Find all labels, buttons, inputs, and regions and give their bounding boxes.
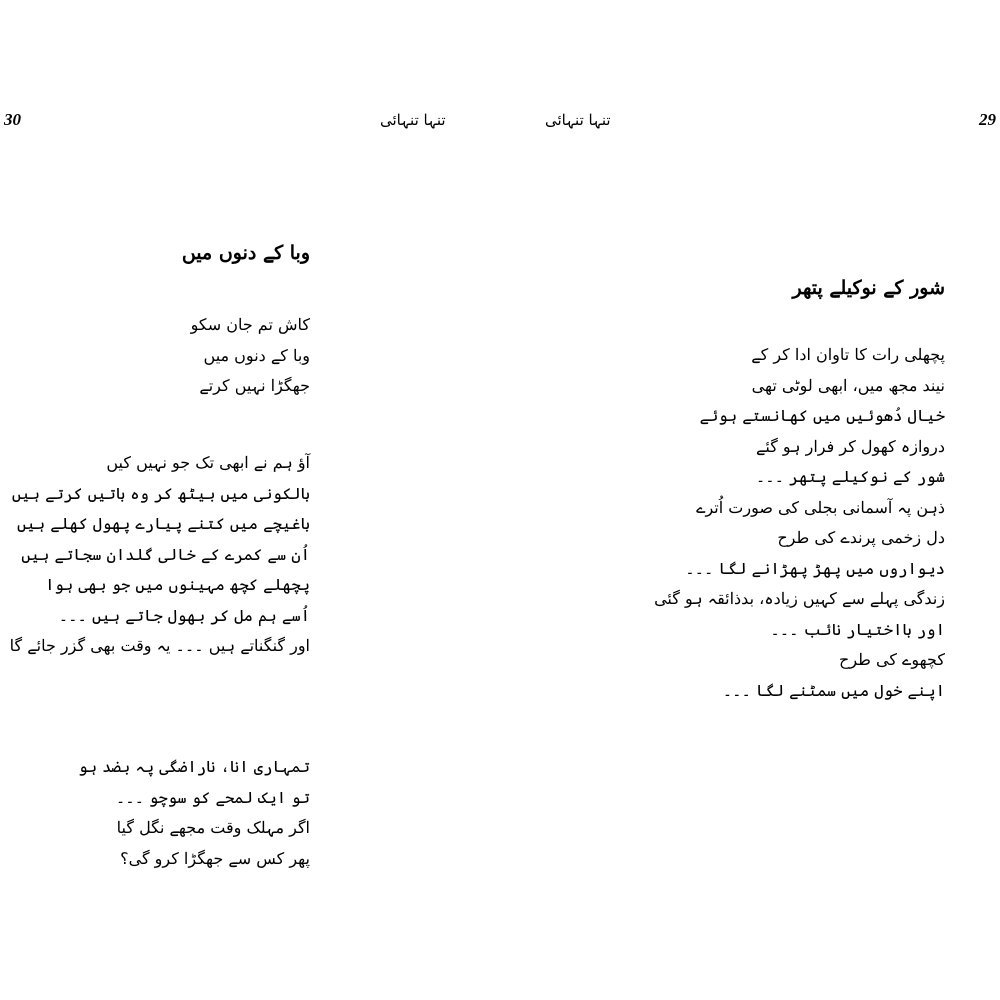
poem-line: آؤ ہم نے ابھی تک جو نہیں کیں — [106, 453, 310, 472]
stanza — [191, 310, 310, 402]
poem-line: اور گنگناتے ہیں ۔۔۔ یہ وقت بھی گزر جائے گا — [9, 636, 310, 655]
page-number: 30 — [4, 110, 21, 129]
poem-line: کاش تم جان سکو — [190, 315, 310, 334]
stanza — [78, 752, 310, 874]
poem-line: پچھلی رات کا تاوان ادا کر کے — [751, 345, 945, 364]
poem-line: نیند مجھ میں، ابھی لوٹی تھی — [751, 375, 945, 395]
poem-title: شور کے نوکیلے پتھر — [792, 277, 945, 299]
poem-line: وبا کے دنوں میں — [203, 345, 310, 365]
poem-line: دیواروں میں پھڑ پھڑانے لگا ۔۔۔ — [685, 558, 945, 578]
poem-line: خیال دُھوئیں میں کھانستے ہوئے — [699, 406, 945, 425]
poem-line: اُسے ہم مل کر بھول جاتے ہیں ۔۔۔ — [58, 605, 310, 625]
poem-line: زندگی پہلے سے کہیں زیادہ، بدذائقہ ہو گئی — [654, 589, 945, 608]
poem-line: دروازہ کھول کر فرار ہو گئے — [756, 436, 945, 456]
poem-line: تمہاری انا، ناراضگی پہ بضد ہو — [78, 757, 310, 776]
poem-title: وبا کے دنوں میں — [181, 242, 310, 264]
running-title: تنہا تنہائی — [380, 111, 446, 129]
poem-line: اگر مہلک وقت مجھے نگل گیا — [116, 818, 310, 837]
poem-line: پھر کس سے جھگڑا کرو گی؟ — [120, 848, 310, 868]
poem-line: شور کے نوکیلے پتھر ۔۔۔ — [755, 467, 945, 486]
poem-line: اور بااختیار نائب ۔۔۔ — [770, 619, 945, 639]
poem-line: اُن سے کمرے کے خالی گلدان سجاتے ہیں — [21, 544, 310, 564]
poem-line: باغیچے میں کتنے پیارے پھول کھلے ہیں — [16, 514, 310, 533]
right-page — [500, 0, 1000, 1000]
poem-line: پچھلے کچھ مہینوں میں جو بھی ہوا — [45, 575, 310, 594]
poem-line: دل زخمی پرندے کی طرح — [777, 528, 945, 547]
poem-line: جھگڑا نہیں کرتے — [199, 376, 310, 395]
poem-line: تو ایک لمحے کو سوچو ۔۔۔ — [115, 787, 310, 807]
running-title: تنہا تنہائی — [545, 111, 611, 129]
stanza — [10, 448, 310, 662]
poem-line: کچھوے کی طرح — [839, 650, 945, 669]
page-number: 29 — [979, 110, 996, 129]
stanza — [654, 340, 945, 706]
poem-line: اپنے خول میں سمٹنے لگا ۔۔۔ — [722, 680, 945, 700]
poem-line: ذہن پہ آسمانی بجلی کی صورت اُترے — [696, 497, 945, 517]
poem-line: بالکونی میں بیٹھ کر وہ باتیں کرتے ہیں — [11, 483, 310, 503]
